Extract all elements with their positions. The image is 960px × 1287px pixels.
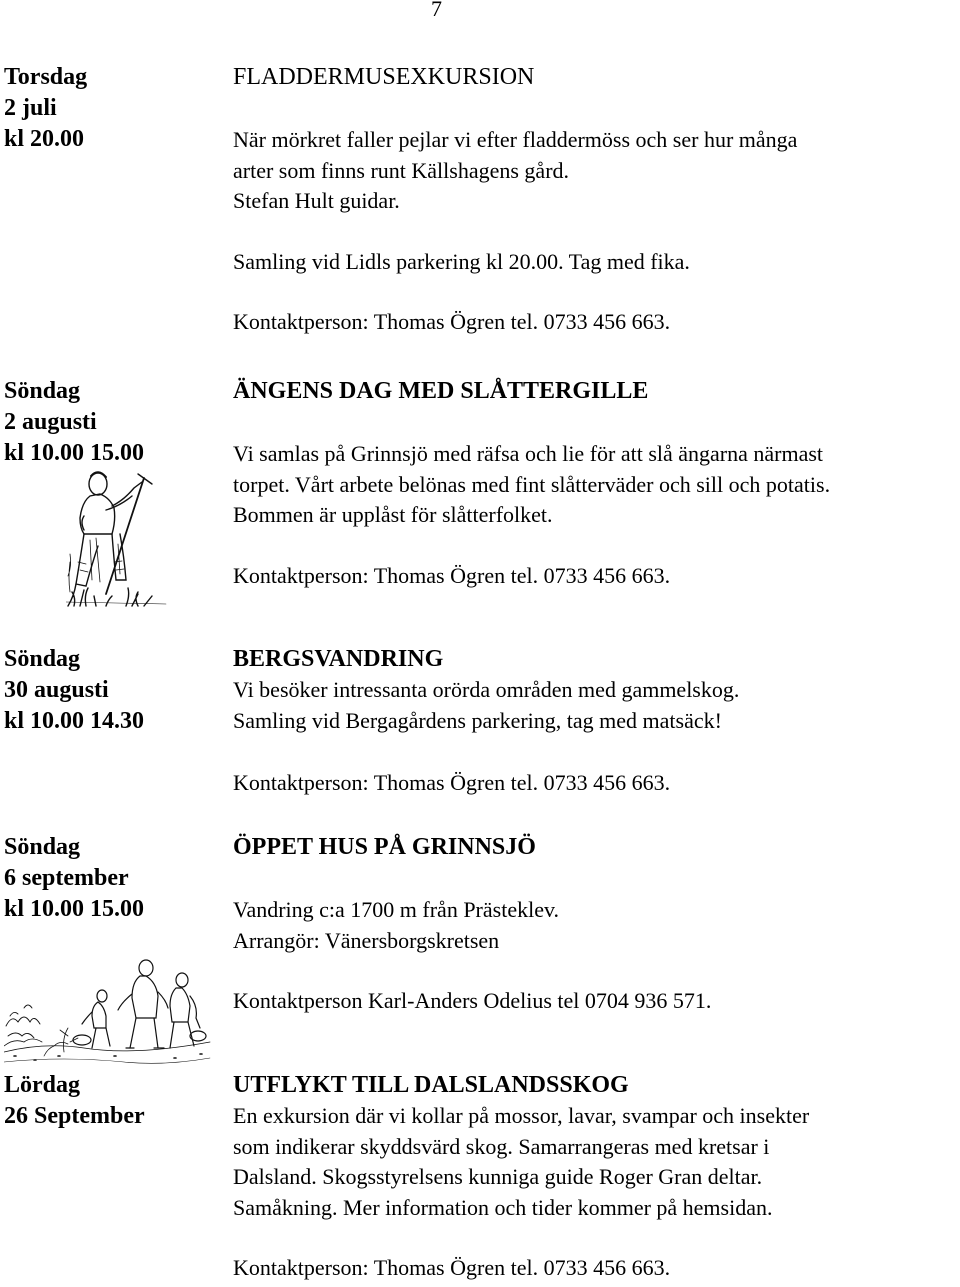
event-contact: Kontaktperson: Thomas Ögren tel. 0733 456 663. bbox=[233, 1255, 671, 1280]
date-time: kl 10.00 15.00 bbox=[4, 896, 145, 922]
event-date bbox=[4, 1070, 145, 1132]
date-day: Torsdag bbox=[4, 64, 88, 90]
event-text-line: Arrangör: Vänersborgskretsen bbox=[233, 927, 500, 953]
event-text-line: som indikerar skyddsvärd skog. Samarrangeras med kretsar i bbox=[233, 1133, 770, 1159]
date-day: Söndag bbox=[4, 378, 81, 404]
event-text-line: torpet. Vårt arbete belönas med fint slåtterväder och sill och potatis. bbox=[233, 471, 831, 497]
date-time: kl 10.00 15.00 bbox=[4, 440, 145, 466]
event-date bbox=[4, 832, 144, 925]
event-text-line: Dalsland. Skogsstyrelsens kunniga guide Roger Gran deltar. bbox=[233, 1164, 763, 1189]
event-text-line: Vandring c:a 1700 m från Prästeklev. bbox=[233, 897, 560, 922]
event-title: FLADDERMUSEXKURSION bbox=[233, 64, 535, 90]
event-text-line: Samling vid Bergagårdens parkering, tag med matsäck! bbox=[233, 707, 722, 733]
event-date bbox=[4, 644, 144, 737]
date-date: 6 september bbox=[4, 865, 129, 891]
event-body bbox=[233, 62, 953, 338]
event-body bbox=[233, 1070, 953, 1284]
family-hiking-illustration bbox=[4, 956, 212, 1068]
date-day: Söndag bbox=[4, 646, 81, 672]
event-text-line: Vi samlas på Grinnsjö med räfsa och lie för att slå ängarna närmast bbox=[233, 441, 824, 466]
event-contact: Kontaktperson: Thomas Ögren tel. 0733 456 663. bbox=[233, 309, 671, 334]
event-text-line: Samåkning. Mer information och tider kommer på hemsidan. bbox=[233, 1194, 773, 1220]
event-body bbox=[233, 644, 953, 799]
event-text-line: När mörkret faller pejlar vi efter fladdermöss och ser hur många bbox=[233, 127, 798, 152]
date-date: 2 juli bbox=[4, 95, 57, 121]
event-text-line: Samling vid Lidls parkering kl 20.00. Tag med fika. bbox=[233, 248, 690, 274]
date-time: kl 20.00 bbox=[4, 126, 85, 152]
event-text-line: Stefan Hult guidar. bbox=[233, 188, 400, 213]
man-with-rake-illustration bbox=[66, 466, 176, 608]
date-time: kl 10.00 14.30 bbox=[4, 708, 145, 734]
event-text-line: arter som finns runt Källshagens gård. bbox=[233, 157, 570, 183]
date-day: Söndag bbox=[4, 834, 81, 860]
event-title: ÄNGENS DAG MED SLÅTTERGILLE bbox=[233, 378, 649, 404]
event-body bbox=[233, 832, 953, 1017]
date-day: Lördag bbox=[4, 1072, 81, 1098]
event-date bbox=[4, 62, 87, 155]
page-number: 7 bbox=[431, 0, 442, 21]
event-text-line: Bommen är upplåst för slåtterfolket. bbox=[233, 502, 553, 527]
event-contact: Kontaktperson: Thomas Ögren tel. 0733 456 663. bbox=[233, 562, 671, 588]
event-contact: Kontaktperson Karl-Anders Odelius tel 0704 936 571. bbox=[233, 988, 712, 1013]
date-date: 2 augusti bbox=[4, 409, 97, 435]
event-contact: Kontaktperson: Thomas Ögren tel. 0733 456 663. bbox=[233, 770, 671, 795]
event-title: ÖPPET HUS PÅ GRINNSJÖ bbox=[233, 834, 536, 860]
event-title: UTFLYKT TILL DALSLANDSSKOG bbox=[233, 1072, 629, 1098]
event-title: BERGSVANDRING bbox=[233, 646, 444, 672]
event-date bbox=[4, 376, 144, 469]
date-date: 26 September bbox=[4, 1103, 145, 1129]
event-body bbox=[233, 376, 953, 591]
event-text-line: Vi besöker intressanta orörda områden med gammelskog. bbox=[233, 677, 740, 702]
date-date: 30 augusti bbox=[4, 677, 109, 703]
event-text-line: En exkursion där vi kollar på mossor, lavar, svampar och insekter bbox=[233, 1103, 810, 1128]
